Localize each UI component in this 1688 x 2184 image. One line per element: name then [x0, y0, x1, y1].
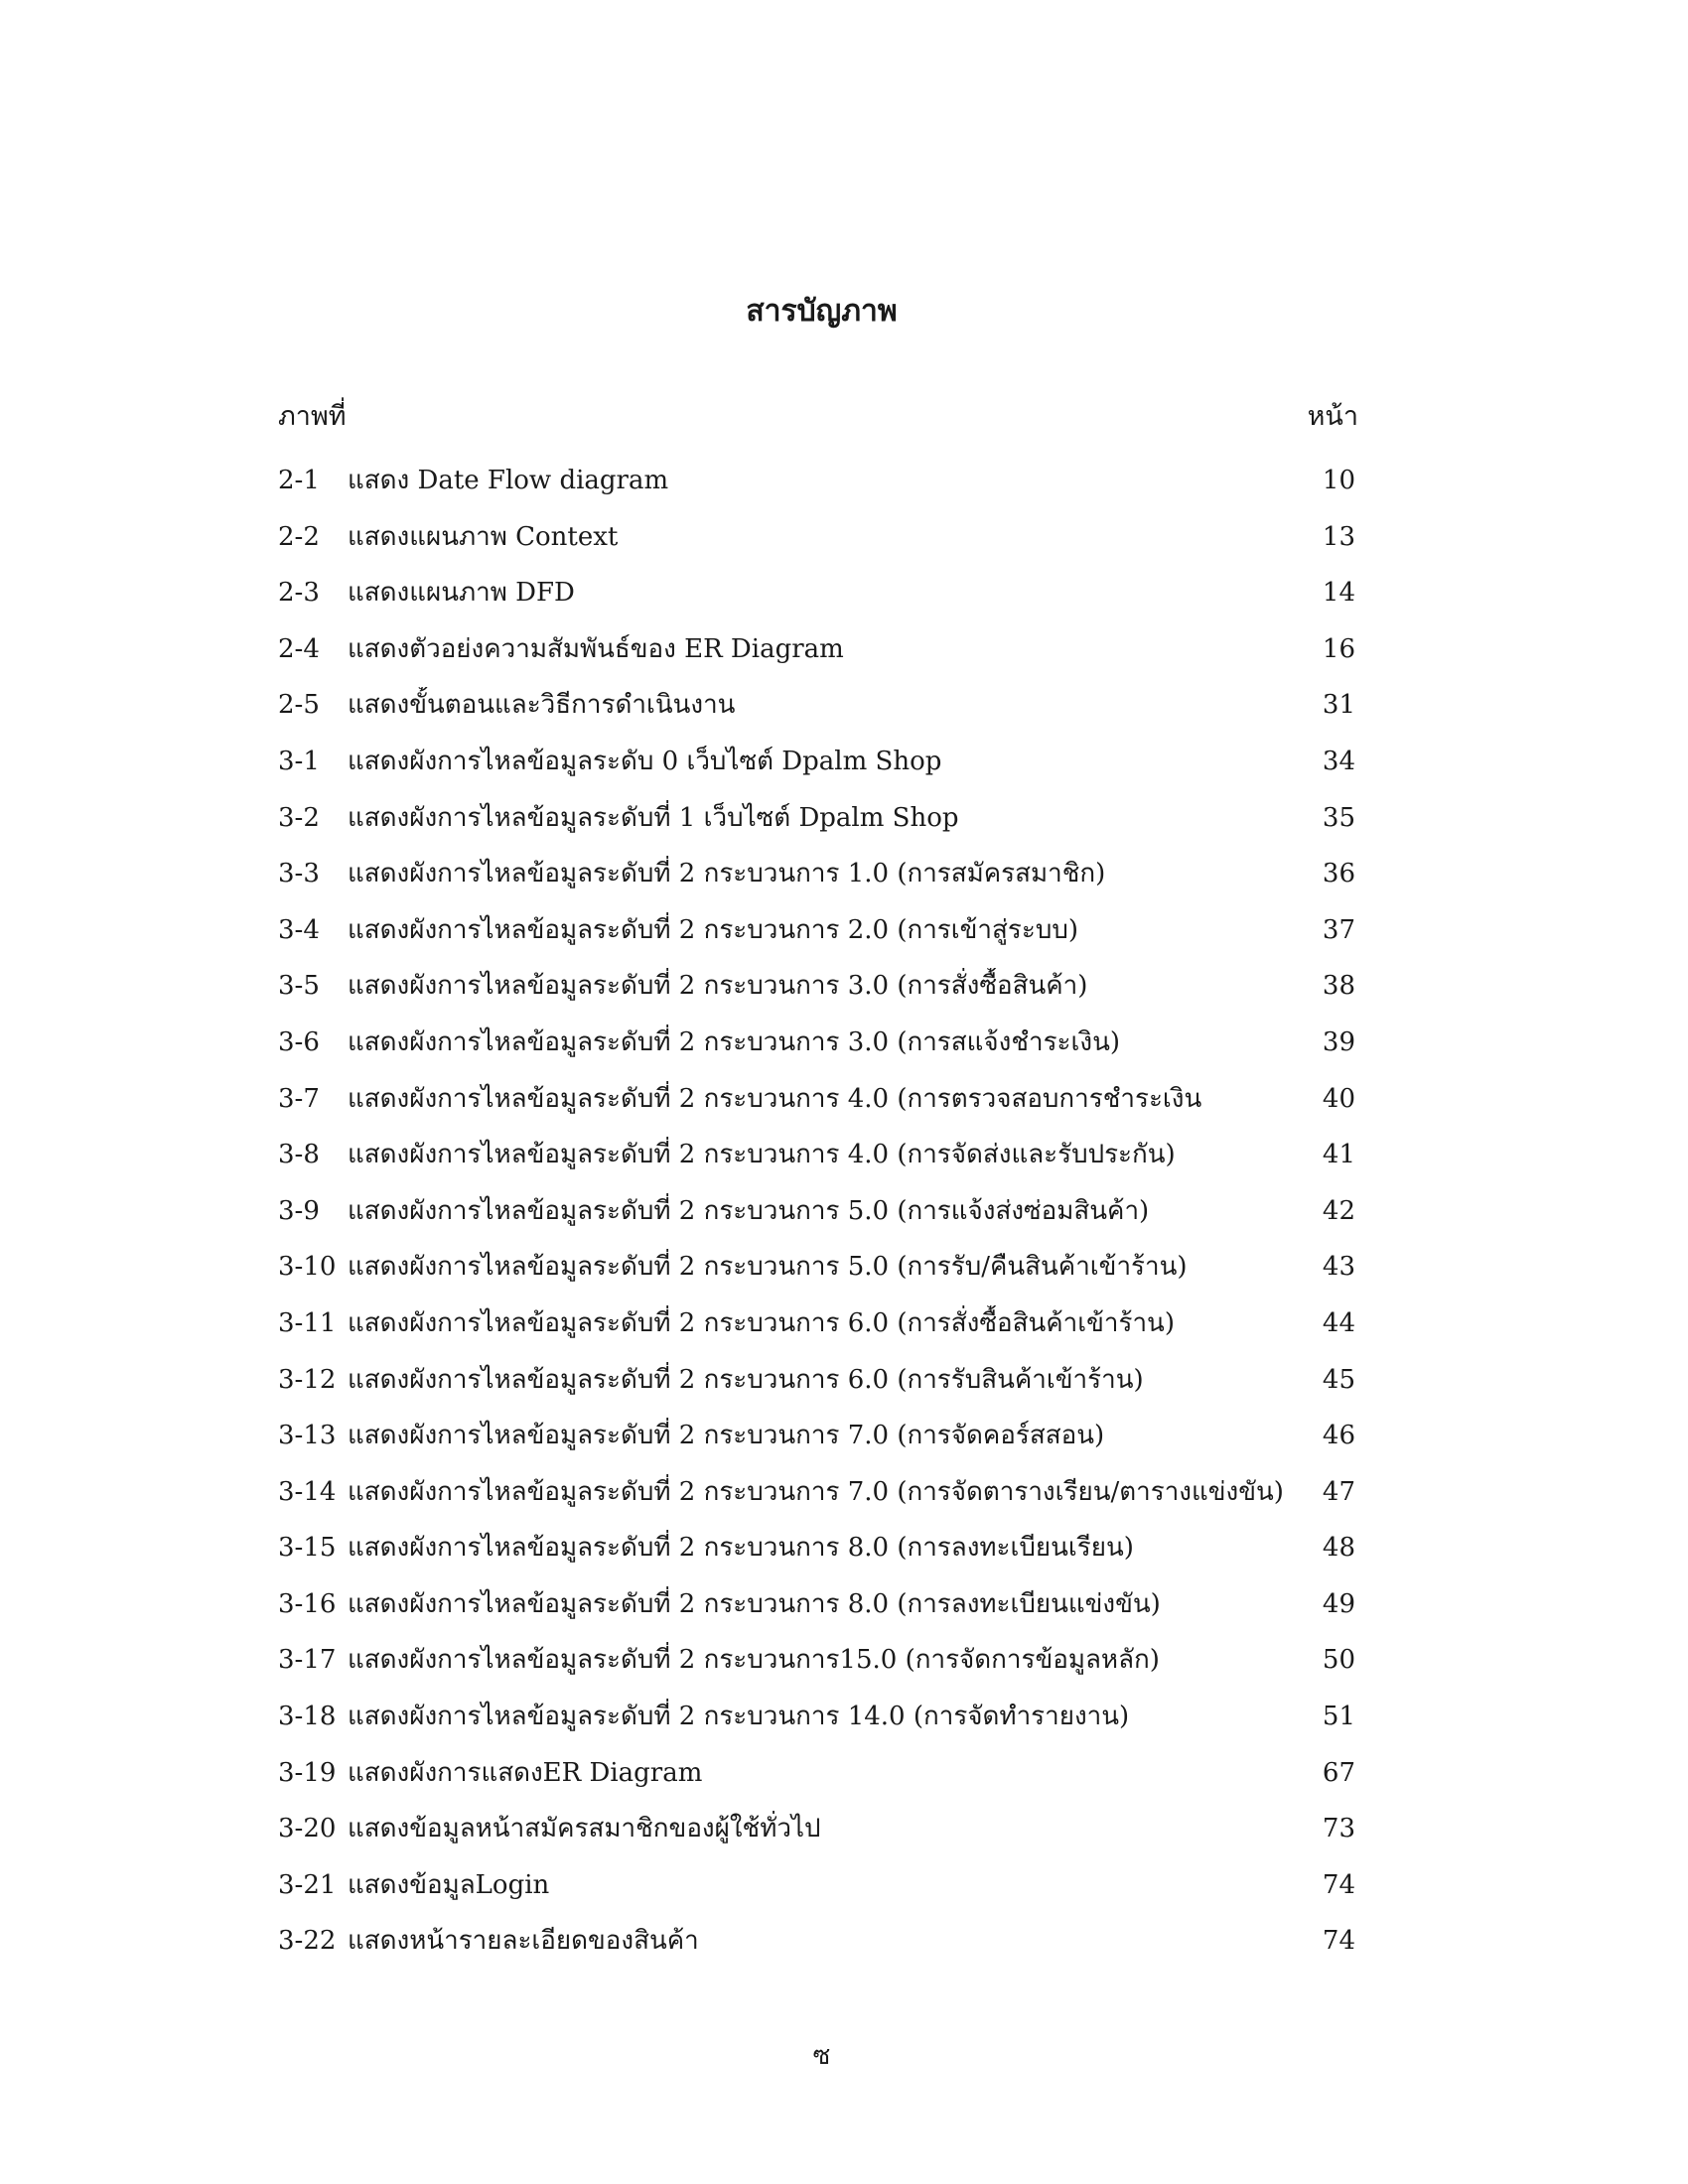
figure-page-number: 73	[1322, 1814, 1355, 1844]
figure-page-number: 37	[1322, 914, 1355, 945]
figure-page-number: 34	[1322, 746, 1355, 776]
toc-entry	[278, 1642, 1355, 1699]
toc-entry	[278, 1530, 1355, 1586]
figure-page-number: 14	[1322, 578, 1355, 609]
figure-page-number: 42	[1322, 1195, 1355, 1226]
figure-number: 3-17	[278, 1645, 337, 1676]
figure-number: 3-10	[278, 1252, 337, 1283]
figure-number: 3-14	[278, 1476, 337, 1507]
figure-list	[278, 463, 1355, 1979]
figure-caption: แสดงผังการแสดงER Diagram	[348, 1757, 703, 1788]
toc-entry	[278, 744, 1355, 800]
figure-number: 3-19	[278, 1757, 337, 1788]
figure-number: 2-4	[278, 633, 320, 664]
figure-column-label: ภาพที่	[278, 401, 347, 432]
figure-number: 3-13	[278, 1421, 337, 1451]
figure-number: 3-22	[278, 1926, 337, 1957]
page-column-label: หน้า	[1307, 401, 1358, 432]
figure-caption: แสดงผังการไหลข้อมูลระดับที่ 2 กระบวนการ 4.0 (การตรวจสอบการชำระเงิน	[348, 1083, 1202, 1114]
figure-page-number: 46	[1322, 1421, 1355, 1451]
figure-caption: แสดงผังการไหลข้อมูลระดับที่ 2 กระบวนการ 3.0 (การสั่งซื้อสินค้า)	[348, 971, 1088, 1002]
figure-page-number: 39	[1322, 1026, 1355, 1057]
toc-entry	[278, 1193, 1355, 1250]
toc-entry	[278, 968, 1355, 1024]
figure-number: 3-3	[278, 859, 320, 889]
figure-caption: แสดงแผนภาพ Context	[348, 521, 619, 552]
figure-number: 3-11	[278, 1307, 337, 1338]
figure-caption: แสดงผังการไหลข้อมูลระดับที่ 2 กระบวนการ 14.0 (การจัดทำรายงาน)	[348, 1702, 1130, 1732]
figure-number: 3-4	[278, 914, 320, 945]
figure-caption: แสดงผังการไหลข้อมูลระดับที่ 2 กระบวนการ 1.0 (การสมัครสมาชิก)	[348, 859, 1106, 889]
figure-caption: แสดงผังการไหลข้อมูลระดับที่ 2 กระบวนการ 7.0 (การจัดตารางเรียน/ตารางแข่งขัน)	[348, 1476, 1284, 1507]
toc-entry	[278, 1305, 1355, 1362]
figure-caption: แสดง Date Flow diagram	[348, 466, 669, 495]
toc-entry	[278, 1362, 1355, 1419]
figure-page-number: 36	[1322, 859, 1355, 889]
figure-page-number: 35	[1322, 802, 1355, 833]
figure-page-number: 74	[1322, 1926, 1355, 1957]
toc-entry	[278, 1867, 1355, 1924]
figure-caption: แสดงผังการไหลข้อมูลระดับที่ 2 กระบวนการ 8.0 (การลงทะเบียนเรียน)	[348, 1533, 1134, 1564]
figure-page-number: 31	[1322, 690, 1355, 721]
figure-page-number: 47	[1322, 1476, 1355, 1507]
figure-number: 3-6	[278, 1026, 320, 1057]
figure-number: 2-2	[278, 521, 320, 552]
toc-entry	[278, 1923, 1355, 1979]
figure-caption: แสดงหน้ารายละเอียดของสินค้า	[348, 1926, 699, 1957]
toc-entry	[278, 687, 1355, 744]
figure-caption: แสดงตัวอย่งความสัมพันธ์ของ ER Diagram	[348, 633, 844, 664]
toc-entry	[278, 800, 1355, 857]
toc-entry	[278, 912, 1355, 969]
figure-number: 3-21	[278, 1869, 337, 1900]
figure-page-number: 13	[1322, 521, 1355, 552]
figure-page-number: 48	[1322, 1533, 1355, 1564]
figure-caption: แสดงผังการไหลข้อมูลระดับที่ 2 กระบวนการ 3.0 (การสแจ้งชำระเงิน)	[348, 1026, 1120, 1057]
figure-page-number: 74	[1322, 1869, 1355, 1900]
toc-entry	[278, 1137, 1355, 1193]
toc-entry	[278, 1586, 1355, 1643]
figure-caption: แสดงขั้นตอนและวิธีการดำเนินงาน	[348, 690, 736, 721]
figure-caption: แสดงผังการไหลข้อมูลระดับที่ 2 กระบวนการ 6.0 (การสั่งซื้อสินค้าเข้าร้าน)	[348, 1307, 1175, 1338]
figure-number: 3-20	[278, 1814, 337, 1844]
toc-entry	[278, 1418, 1355, 1474]
toc-entry	[278, 519, 1355, 576]
toc-entry	[278, 1699, 1355, 1755]
toc-entry	[278, 856, 1355, 912]
figure-caption: แสดงผังการไหลข้อมูลระดับที่ 2 กระบวนการ15.0 (การจัดการข้อมูลหลัก)	[348, 1645, 1160, 1676]
figure-caption: แสดงผังการไหลข้อมูลระดับที่ 2 กระบวนการ 6.0 (การรับสินค้าเข้าร้าน)	[348, 1364, 1144, 1395]
figure-number: 3-18	[278, 1702, 337, 1732]
figure-number: 3-15	[278, 1533, 337, 1564]
toc-entry	[278, 1755, 1355, 1812]
figure-caption: แสดงแผนภาพ DFD	[348, 578, 575, 609]
figure-number: 3-12	[278, 1364, 337, 1395]
figure-page-number: 43	[1322, 1252, 1355, 1283]
figure-page-number: 50	[1322, 1645, 1355, 1676]
page-number: ซ	[812, 2041, 831, 2071]
figure-page-number: 51	[1322, 1702, 1355, 1732]
figure-number: 2-5	[278, 690, 320, 721]
figure-caption: แสดงผังการไหลข้อมูลระดับที่ 2 กระบวนการ 5.0 (การรับ/คืนสินค้าเข้าร้าน)	[348, 1252, 1188, 1283]
figure-number: 3-8	[278, 1140, 320, 1170]
figure-page-number: 44	[1322, 1307, 1355, 1338]
toc-entry	[278, 1024, 1355, 1081]
toc-entry	[278, 1249, 1355, 1305]
figure-number: 3-9	[278, 1195, 320, 1226]
figure-number: 3-16	[278, 1588, 337, 1619]
figure-caption: แสดงผังการไหลข้อมูลระดับที่ 2 กระบวนการ 5.0 (การแจ้งส่งซ่อมสินค้า)	[348, 1195, 1150, 1226]
figure-caption: แสดงผังการไหลข้อมูลระดับที่ 2 กระบวนการ 7.0 (การจัดคอร์สสอน)	[348, 1421, 1105, 1451]
toc-entry	[278, 1474, 1355, 1531]
figure-page-number: 41	[1322, 1140, 1355, 1170]
figure-number: 3-5	[278, 971, 320, 1002]
toc-entry	[278, 463, 1355, 519]
figure-number: 3-2	[278, 802, 320, 833]
figure-caption: แสดงผังการไหลข้อมูลระดับที่ 2 กระบวนการ 4.0 (การจัดส่งและรับประกัน)	[348, 1140, 1176, 1170]
figure-caption: แสดงผังการไหลข้อมูลระดับที่ 2 กระบวนการ 8.0 (การลงทะเบียนแข่งขัน)	[348, 1588, 1161, 1619]
toc-entry	[278, 1081, 1355, 1138]
page-title: สารบัญภาพ	[746, 294, 898, 329]
toc-entry	[278, 631, 1355, 688]
toc-entry	[278, 1811, 1355, 1867]
figure-page-number: 10	[1322, 466, 1355, 495]
figure-page-number: 67	[1322, 1757, 1355, 1788]
figure-caption: แสดงข้อมูลหน้าสมัครสมาชิกของผู้ใช้ทั่วไป	[348, 1814, 821, 1844]
figure-number: 2-1	[278, 466, 320, 495]
figure-number: 2-3	[278, 578, 320, 609]
figure-caption: แสดงผังการไหลข้อมูลระดับที่ 1 เว็บไซต์ Dpalm Shop	[348, 802, 959, 833]
figure-number: 3-1	[278, 746, 320, 776]
toc-entry	[278, 575, 1355, 631]
figure-page-number: 45	[1322, 1364, 1355, 1395]
figure-page-number: 16	[1322, 633, 1355, 664]
figure-number: 3-7	[278, 1083, 320, 1114]
figure-page-number: 38	[1322, 971, 1355, 1002]
toc-header-row	[278, 399, 1358, 435]
figure-page-number: 40	[1322, 1083, 1355, 1114]
figure-caption: แสดงข้อมูลLogin	[348, 1869, 550, 1900]
figure-page-number: 49	[1322, 1588, 1355, 1619]
figure-caption: แสดงผังการไหลข้อมูลระดับ 0 เว็บไซต์ Dpalm Shop	[348, 746, 942, 776]
figure-caption: แสดงผังการไหลข้อมูลระดับที่ 2 กระบวนการ 2.0 (การเข้าสู่ระบบ)	[348, 914, 1078, 945]
